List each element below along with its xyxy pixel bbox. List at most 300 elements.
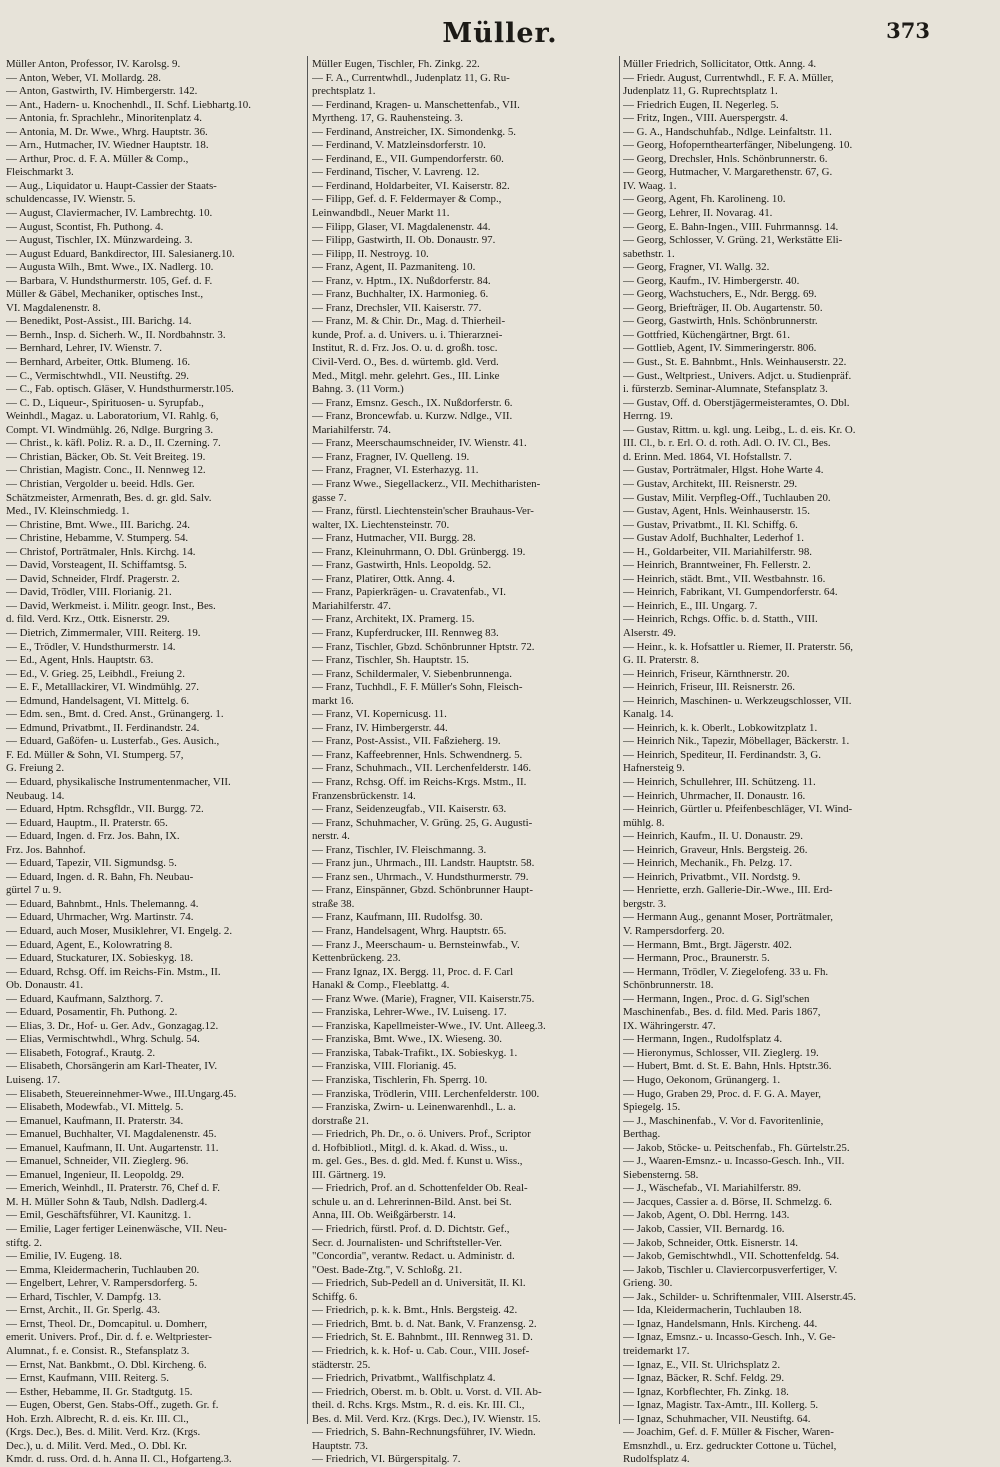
directory-entry-line: "Oest. Bade-Ztg.", V. Schloßg. 21. bbox=[312, 1263, 463, 1276]
directory-entry-line: IX. Währingerstr. 47. bbox=[623, 1019, 716, 1032]
directory-entry-line: — Friedrich, Bmt. b. d. Nat. Bank, V. Franzensg. 2. bbox=[312, 1317, 537, 1330]
directory-entry-line: — C., Fab. optisch. Gläser, V. Hundsthurmerstr.105. bbox=[6, 383, 234, 396]
directory-entry-line: — Christine, Hebamme, V. Stumperg. 54. bbox=[6, 532, 189, 545]
directory-entry-line: "Concordia", verantw. Redact. u. Administr. d. bbox=[312, 1250, 515, 1263]
directory-entry-line: — Friedrich, Prof. an d. Schottenfelder Ob. Real- bbox=[312, 1182, 528, 1195]
directory-entry-line: Dec.), u. d. Milit. Verd. Med., O. Dbl. Kr. bbox=[6, 1439, 187, 1452]
directory-entry-line: — J., Waaren-Emsnz.- u. Incasso-Gesch. Inh., VII. bbox=[623, 1155, 845, 1168]
directory-entry-line: — Engelbert, Lehrer, V. Rampersdorferg. 5. bbox=[6, 1277, 198, 1290]
directory-entry-line: Secr. d. Journalisten- und Schriftsteller-Ver. bbox=[312, 1236, 503, 1249]
directory-entry-line: — Ernst, Archit., II. Gr. Sperlg. 43. bbox=[6, 1304, 160, 1317]
directory-entry-line: — Eduard, Kaufmann, Salzthorg. 7. bbox=[6, 992, 164, 1005]
directory-entry-line: — Heinrich, E., III. Ungarg. 7. bbox=[623, 599, 758, 612]
directory-entry-line: Ob. Donaustr. 41. bbox=[6, 979, 84, 992]
directory-entry-line: — Ferdinand, Anstreicher, IX. Simondenkg. 5. bbox=[312, 125, 517, 138]
directory-entry-line: — Aug., Liquidator u. Haupt-Cassier der Staats- bbox=[6, 179, 217, 192]
directory-entry-line: — C. D., Liqueur-, Spirituosen- u. Syrupfab., bbox=[6, 396, 204, 409]
directory-entry-line: prechtsplatz 1. bbox=[312, 85, 376, 98]
directory-entry-line: — Heinrich, Mechanik., Fh. Pelzg. 17. bbox=[623, 857, 793, 870]
directory-entry-line: — Franz jun., Uhrmach., III. Landstr. Hauptstr. 58. bbox=[312, 857, 535, 870]
directory-entry-line: — Hieronymus, Schlosser, VII. Zieglerg. 19. bbox=[623, 1046, 819, 1059]
directory-entry-line: d. Hofbibliotl., Mitgl. d. k. Akad. d. Wiss., u. bbox=[312, 1141, 508, 1154]
directory-entry-line: — Friedr. August, Currentwhdl., F. F. A. Müller, bbox=[623, 71, 834, 84]
directory-entry-line: — Eduard, Ingen. d. Frz. Jos. Bahn, IX. bbox=[6, 830, 180, 843]
directory-entry-line: — Ignaz, Handelsmann, Hnls. Kircheng. 44. bbox=[623, 1317, 818, 1330]
column-divider bbox=[619, 56, 620, 1424]
directory-entry-line: — Jacques, Cassier a. d. Börse, II. Schmelzg. 6. bbox=[623, 1195, 832, 1208]
directory-entry-line: V. Rampersdorferg. 20. bbox=[623, 925, 725, 937]
directory-entry-line: — Emilie, Lager fertiger Leinenwäsche, VII. Neu- bbox=[6, 1223, 227, 1236]
directory-entry-line: — Friedrich, Ph. Dr., o. ö. Univers. Prof., Scriptor bbox=[312, 1128, 531, 1141]
directory-entry-line: Herrng. 19. bbox=[623, 410, 673, 423]
directory-entry-line: — Heinrich, k. k. Oberlt., Lobkowitzplatz 1. bbox=[623, 721, 818, 734]
directory-entry-line: — Augusta Wilh., Bmt. Wwe., IX. Nadlerg. 10. bbox=[6, 261, 214, 274]
directory-entry-line: — Franz, Agent, II. Pazmaniteng. 10. bbox=[312, 261, 476, 274]
directory-entry-line: — Ignaz, Schuhmacher, VII. Neustiftg. 64. bbox=[623, 1412, 811, 1425]
directory-entry-line: — Hermann, Ingen., Rudolfsplatz 4. bbox=[623, 1033, 783, 1046]
directory-column-1 bbox=[6, 58, 303, 1467]
directory-entry-line: — Bernhard, Arbeiter, Ottk. Blumeng. 16. bbox=[6, 356, 191, 369]
directory-entry-line: — Friedrich, Oberst. m. b. Oblt. u. Vorst. d. VII. Ab- bbox=[312, 1385, 542, 1398]
directory-entry-line: Hoh. Erzh. Albrecht, R. d. eis. Kr. III. Cl., bbox=[6, 1412, 189, 1425]
directory-entry-line: — Ignaz, Magistr. Tax-Amtr., III. Kollerg. 5. bbox=[623, 1399, 819, 1412]
directory-entry-line: walter, IX. Liechtensteinstr. 70. bbox=[312, 518, 450, 531]
directory-entry-line: — Eduard, Tapezir, VII. Sigmundsg. 5. bbox=[6, 857, 177, 870]
directory-entry-line: Schätzmeister, Armenrath, Bes. d. gr. gld. Salv. bbox=[6, 491, 212, 504]
directory-entry-line: — Emanuel, Kaufmann, II. Praterstr. 34. bbox=[6, 1114, 184, 1127]
directory-entry-line: Leinwandbdl., Neuer Markt 11. bbox=[312, 207, 450, 220]
directory-entry-line: — Hermann Aug., genannt Moser, Porträtmaler, bbox=[623, 911, 833, 924]
directory-entry-line: — Friedrich, VI. Bürgerspitalg. 7. bbox=[312, 1453, 461, 1466]
directory-entry-line: — Heinrich, Gürtler u. Pfeifenbeschläger, VI. Wind- bbox=[623, 803, 853, 816]
directory-entry-line: F. Ed. Müller & Sohn, VI. Stumperg. 57, bbox=[6, 748, 184, 761]
directory-entry-line: — Gust., St. E. Bahnbmt., Hnls. Weinhauserstr. 22. bbox=[623, 356, 847, 369]
directory-entry-line: — Franz, Papierkrägen- u. Cravatenfab., VI. bbox=[312, 586, 506, 599]
directory-entry-line: — Franziska, Tabak-Trafikt., IX. Sobieskyg. 1. bbox=[312, 1046, 518, 1059]
directory-entry-line: Mariahilferstr. 47. bbox=[312, 599, 391, 612]
directory-entry-line: emerit. Univers. Prof., Dir. d. f. e. Weltpriester- bbox=[6, 1331, 212, 1344]
directory-entry-line: — Franz, v. Hptm., IX. Nußdorferstr. 84. bbox=[312, 274, 491, 287]
directory-entry-line: — August, Scontist, Fh. Puthong. 4. bbox=[6, 220, 164, 233]
directory-entry-line: — Emanuel, Kaufmann, II. Unt. Augartenstr. 11. bbox=[6, 1141, 219, 1154]
directory-entry-line: Hafnersteig 9. bbox=[623, 762, 685, 775]
directory-entry-line: Frz. Jos. Bahnhof. bbox=[6, 843, 86, 856]
directory-entry-line: gürtel 7 u. 9. bbox=[6, 884, 62, 897]
directory-entry-line: — Emanuel, Buchhalter, VI. Magdalenenstr. 45. bbox=[6, 1128, 217, 1141]
directory-entry-line: — Anton, Gastwirth, IV. Himbergerstr. 142. bbox=[6, 85, 198, 98]
directory-entry-line: — Franz, Tuchhdl., F. F. Müller's Sohn, Fleisch- bbox=[312, 681, 523, 694]
directory-entry-line: Spiegelg. 15. bbox=[623, 1101, 681, 1114]
directory-entry-line: — Emanuel, Ingenieur, II. Leopoldg. 29. bbox=[6, 1168, 184, 1181]
directory-entry-line: Kmdr. d. russ. Ord. d. h. Anna II. Cl., Hofgarteng.3. bbox=[6, 1453, 232, 1466]
directory-entry-line: Kanalg. 14. bbox=[623, 708, 674, 721]
directory-entry-line: — Ignaz, Emsnz.- u. Incasso-Gesch. Inh., V. Ge- bbox=[623, 1331, 836, 1344]
directory-entry-line: — Georg, Drechsler, Hnls. Schönbrunnerstr. 6. bbox=[623, 152, 828, 165]
directory-entry-line: — Franz, Emsnz. Gesch., IX. Nußdorferstr. 6. bbox=[312, 396, 513, 409]
directory-entry-line: Schönbrunnerstr. 18. bbox=[623, 979, 714, 992]
directory-entry-line: — Elisabeth, Fotograf., Krautg. 2. bbox=[6, 1046, 156, 1059]
directory-entry-line: Müller Friedrich, Sollicitator, Ottk. Anng. 4. bbox=[623, 58, 817, 70]
directory-entry-line: — Jakob, Agent, O. Dbl. Herrng. 143. bbox=[623, 1209, 790, 1222]
directory-entry-line: — Gustav, Rittm. u. kgl. ung. Leibg., L. d. eis. Kr. O. bbox=[623, 423, 856, 436]
directory-entry-line: — Hermann, Trödler, V. Ziegelofeng. 33 u. Fh. bbox=[623, 965, 829, 978]
directory-entry-line: — Benedikt, Post-Assist., III. Barichg. 14. bbox=[6, 315, 192, 328]
directory-entry-line: — Franz J., Meerschaum- u. Bernsteinwfab., V. bbox=[312, 938, 520, 951]
directory-entry-line: — August, Claviermacher, IV. Lambrechtg. 10. bbox=[6, 207, 213, 220]
directory-entry-line: — Franziska, Zwirn- u. Leinenwarenhdl., L. a. bbox=[312, 1101, 516, 1114]
directory-entry-line: d. Erinn. Med. 1864, VI. Hofstallstr. 7. bbox=[623, 450, 792, 463]
directory-entry-line: — Georg, Agent, Fh. Karolineng. 10. bbox=[623, 193, 786, 206]
page-title: Müller. bbox=[442, 18, 558, 49]
directory-entry-line: — Eduard, Bahnbmt., Hnls. Thelemanng. 4. bbox=[6, 897, 199, 910]
directory-entry-line: — Eduard, Uhrmacher, Wrg. Martinstr. 74. bbox=[6, 911, 194, 924]
directory-entry-line: — Edmund, Privatbmt., II. Ferdinandstr. 24. bbox=[6, 721, 200, 734]
directory-entry-line: — Georg, Gastwirth, Hnls. Schönbrunnerstr. bbox=[623, 315, 818, 328]
directory-entry-line: — Georg, Hofopernthearterfänger, Nibelungeng. 10. bbox=[623, 139, 853, 152]
directory-entry-line: — Hugo, Graben 29, Proc. d. F. G. A. Mayer, bbox=[623, 1087, 822, 1100]
directory-entry-line: — Bernhard, Lehrer, IV. Wienstr. 7. bbox=[6, 342, 162, 355]
directory-entry-line: M. H. Müller Sohn & Taub, Ndlsh. Dadlerg.4. bbox=[6, 1195, 208, 1208]
directory-entry-line: III. Gärtnerg. 19. bbox=[312, 1168, 386, 1181]
directory-entry-line: — Heinrich, Maschinen- u. Werkzeugschlosser, VII. bbox=[623, 694, 852, 707]
directory-entry-line: — Elisabeth, Chorsängerin am Karl-Theater, IV. bbox=[6, 1060, 218, 1073]
directory-entry-line: — Heinrich, Friseur, Kärnthnerstr. 20. bbox=[623, 667, 790, 680]
directory-entry-line: — Christian, Magistr. Conc., II. Nennweg 12. bbox=[6, 464, 206, 477]
directory-entry-line: — Ignaz, Bäcker, R. Schf. Feldg. 29. bbox=[623, 1372, 785, 1385]
directory-entry-line: Med., Mitgl. mehr. gelehrt. Ges., III. Linke bbox=[312, 369, 500, 382]
directory-entry-line: — Franz, Fragner, IV. Quelleng. 19. bbox=[312, 450, 470, 463]
directory-entry-line: — Ed., V. Grieg. 25, Leibhdl., Freiung 2. bbox=[6, 667, 185, 680]
directory-entry-line: — Franz, Tischler, Sh. Hauptstr. 15. bbox=[312, 654, 469, 667]
directory-entry-line: — David, Werkmeist. i. Militr. geogr. Inst., Bes. bbox=[6, 599, 216, 612]
directory-entry-line: Hanakl & Comp., Fleeblattg. 4. bbox=[312, 979, 450, 992]
directory-entry-line: — C., Vermischtwhdl., VII. Neustiftg. 29. bbox=[6, 369, 189, 382]
directory-entry-line: — Franziska, Kapellmeister-Wwe., IV. Unt. Alleeg.3. bbox=[312, 1019, 546, 1032]
directory-entry-line: — Elisabeth, Modewfab., VI. Mittelg. 5. bbox=[6, 1101, 184, 1114]
directory-entry-line: — Georg, Fragner, VI. Wallg. 32. bbox=[623, 261, 770, 274]
directory-column-2 bbox=[312, 58, 617, 1467]
directory-entry-line: — Franz, Meerschaumschneider, IV. Wienstr. 41. bbox=[312, 437, 527, 450]
directory-entry-line: i. fürsterzb. Seminar-Alumnate, Stefansplatz 3. bbox=[623, 383, 828, 396]
directory-entry-line: — Anton, Weber, VI. Mollardg. 28. bbox=[6, 71, 161, 84]
directory-entry-line: — Franz, Architekt, IX. Pramerg. 15. bbox=[312, 613, 475, 626]
directory-entry-line: — Christian, Vergolder u. beeid. Hdls. Ger. bbox=[6, 477, 195, 490]
directory-entry-line: — Franz, M. & Chir. Dr., Mag. d. Thierheil- bbox=[312, 315, 506, 328]
directory-entry-line: — Friedrich, Privatbmt., Wallfischplatz 4. bbox=[312, 1372, 496, 1385]
directory-entry-line: — Franz, Tischler, IV. Fleischmanng. 3. bbox=[312, 843, 487, 856]
directory-entry-line: — Gottfried, Küchengärtner, Brgt. 61. bbox=[623, 328, 790, 341]
directory-entry-line: — Eduard, Stuckaturer, IX. Sobieskyg. 18. bbox=[6, 952, 194, 965]
directory-entry-line: Rudolfsplatz 4. bbox=[623, 1453, 690, 1466]
directory-entry-line: — Ferdinand, E., VII. Gumpendorferstr. 60. bbox=[312, 152, 504, 165]
directory-entry-line: dorstraße 21. bbox=[312, 1114, 369, 1127]
directory-entry-line: — F. A., Currentwhdl., Judenplatz 11, G. Ru- bbox=[312, 71, 510, 84]
directory-entry-line: Franzensbrückenstr. 14. bbox=[312, 789, 416, 802]
directory-entry-line: — Heinrich, Friseur, III. Reisnerstr. 26. bbox=[623, 681, 795, 694]
directory-entry-line: — J., Maschinenfab., V. Vor d. Favoritenlinie, bbox=[623, 1114, 824, 1127]
directory-entry-line: — Ignaz, Korbflechter, Fh. Zinkg. 18. bbox=[623, 1385, 789, 1398]
directory-entry-line: — Gustav, Privatbmt., II. Kl. Schiffg. 6. bbox=[623, 518, 798, 531]
directory-entry-line: kunde, Prof. a. d. Univers. u. i. Thierarznei- bbox=[312, 328, 503, 341]
directory-entry-line: Siebensterng. 58. bbox=[623, 1168, 699, 1181]
directory-entry-line: — Ida, Kleidermacherin, Tuchlauben 18. bbox=[623, 1304, 802, 1317]
directory-entry-line: straße 38. bbox=[312, 897, 355, 910]
directory-entry-line: Civil-Verd. O., Bes. d. würtemb. gld. Verd. bbox=[312, 356, 499, 369]
directory-entry-line: Fleischmarkt 3. bbox=[6, 166, 74, 179]
directory-entry-line: mühlg. 8. bbox=[623, 816, 665, 829]
directory-entry-line: — Christof, Porträtmaler, Hnls. Kirchg. 14. bbox=[6, 545, 196, 558]
directory-entry-line: Compt. VI. Windmühlg. 26, Ndlge. Burgring 3. bbox=[6, 423, 214, 436]
directory-entry-line: — Georg, Wachstuchers, E., Ndr. Bergg. 69. bbox=[623, 288, 817, 301]
directory-entry-line: Med., IV. Kleinschmiedg. 1. bbox=[6, 505, 130, 518]
directory-entry-line: — Arthur, Proc. d. F. A. Müller & Comp., bbox=[6, 152, 189, 165]
directory-entry-line: Weinhdl., Magaz. u. Laboratorium, VI. Rahlg. 6, bbox=[6, 410, 219, 423]
directory-entry-line: — Heinrich, Spediteur, II. Ferdinandstr. 3, G. bbox=[623, 748, 821, 761]
directory-entry-line: — Georg, Briefträger, II. Ob. Augartenstr. 50. bbox=[623, 301, 823, 314]
directory-entry-line: — H., Goldarbeiter, VII. Mariahilferstr. 98. bbox=[623, 545, 812, 558]
directory-entry-line: — Franz, Schuhmacher, V. Grüng. 25, G. Augusti- bbox=[312, 816, 533, 829]
directory-entry-line: — Franziska, Trödlerin, VIII. Lerchenfelderstr. 100. bbox=[312, 1087, 540, 1100]
directory-entry-line: — Hermann, Proc., Braunerstr. 5. bbox=[623, 952, 770, 965]
directory-entry-line: — Franz sen., Uhrmach., V. Hundsthurmerstr. 79. bbox=[312, 870, 529, 883]
directory-entry-line: — Ant., Hadern- u. Knochenhdl., II. Schf. Liebhartg.10. bbox=[6, 98, 251, 111]
directory-entry-line: — Franz, Handelsagent, Whrg. Hauptstr. 65. bbox=[312, 925, 507, 937]
directory-entry-line: — Franz, fürstl. Liechtenstein'scher Brauhaus-Ver- bbox=[312, 505, 534, 518]
directory-entry-line: — Eduard, physikalische Instrumentenmacher, VII. bbox=[6, 775, 231, 788]
directory-entry-line: — Gottlieb, Agent, IV. Simmeringerstr. 806. bbox=[623, 342, 817, 355]
directory-entry-line: — Georg, Lehrer, II. Novarag. 41. bbox=[623, 207, 773, 220]
directory-entry-line: — Franz, Schildermaler, V. Siebenbrunnenga. bbox=[312, 667, 512, 680]
directory-entry-line: — Franz, Rchsg. Off. im Reichs-Krgs. Mstm., II. bbox=[312, 775, 527, 788]
directory-entry-line: — Franz Wwe. (Marie), Fragner, VII. Kaiserstr.75. bbox=[312, 992, 535, 1005]
directory-entry-line: d. fild. Verd. Krz., Ottk. Eisnerstr. 29. bbox=[6, 613, 170, 626]
directory-entry-line: — Ed., Agent, Hnls. Hauptstr. 63. bbox=[6, 654, 154, 667]
directory-entry-line: — Georg, Schlosser, V. Grüng. 21, Werkstätte Eli- bbox=[623, 234, 843, 247]
directory-entry-line: — Filipp, Glaser, VI. Magdalenenstr. 44. bbox=[312, 220, 491, 233]
directory-entry-line: — Friedrich, fürstl. Prof. d. D. Dichtstr. Gef., bbox=[312, 1223, 510, 1236]
directory-entry-line: — Joachim, Gef. d. F. Müller & Fischer, Waren- bbox=[623, 1426, 834, 1439]
directory-entry-line: — August, Tischler, IX. Münzwardeing. 3. bbox=[6, 234, 193, 247]
directory-entry-line: Hauptstr. 73. bbox=[312, 1439, 368, 1452]
directory-entry-line: — Eduard, Ingen. d. R. Bahn, Fh. Neubau- bbox=[6, 870, 194, 883]
directory-entry-line: — Heinrich Nik., Tapezir, Möbellager, Bäckerstr. 1. bbox=[623, 735, 850, 748]
directory-entry-line: Müller Eugen, Tischler, Fh. Zinkg. 22. bbox=[312, 58, 480, 70]
directory-entry-line: — Hubert, Bmt. d. St. E. Bahn, Hnls. Hptstr.36. bbox=[623, 1060, 832, 1073]
directory-entry-line: — Franziska, VIII. Florianig. 45. bbox=[312, 1060, 457, 1073]
directory-entry-line: G. Freiung 2. bbox=[6, 762, 65, 775]
directory-entry-line: — David, Schneider, Flrdf. Pragerstr. 2. bbox=[6, 572, 180, 585]
directory-entry-line: Neubaug. 14. bbox=[6, 789, 65, 802]
directory-entry-line: — Jakob, Tischler u. Claviercorpusverfertiger, V. bbox=[623, 1263, 838, 1276]
directory-entry-line: — Erhard, Tischler, V. Dampfg. 13. bbox=[6, 1290, 162, 1303]
directory-entry-line: — Eduard, Rchsg. Off. im Reichs-Fin. Mstm., II. bbox=[6, 965, 221, 978]
directory-entry-line: — Filipp, Gastwirth, II. Ob. Donaustr. 97. bbox=[312, 234, 496, 247]
directory-entry-line: Institut, R. d. Frz. Jos. O. u. d. großh. tosc. bbox=[312, 342, 498, 355]
directory-entry-line: — Franz, VI. Kopernicusg. 11. bbox=[312, 708, 447, 721]
directory-entry-line: markt 16. bbox=[312, 694, 354, 707]
directory-entry-line: — Franz Ignaz, IX. Bergg. 11, Proc. d. F. Carl bbox=[312, 965, 514, 978]
directory-entry-line: — G. A., Handschuhfab., Ndlge. Leinfaltstr. 11. bbox=[623, 125, 832, 138]
directory-entry-line: — Ignaz, E., VII. St. Ulrichsplatz 2. bbox=[623, 1358, 781, 1371]
directory-entry-line: — Emilie, IV. Eugeng. 18. bbox=[6, 1250, 122, 1263]
directory-entry-line: — Henriette, erzh. Gallerie-Dir.-Wwe., III. Erd- bbox=[623, 884, 833, 897]
directory-entry-line: — Heinrich, städt. Bmt., VII. Westbahnstr. 16. bbox=[623, 572, 826, 585]
directory-entry-line: — E., Trödler, V. Hundsthurmerstr. 14. bbox=[6, 640, 176, 653]
directory-entry-line: — Franziska, Bmt. Wwe., IX. Wieseng. 30. bbox=[312, 1033, 503, 1046]
directory-entry-line: — Franz, Post-Assist., VII. Faßzieherg. 19. bbox=[312, 735, 501, 748]
directory-entry-line: Berthag. bbox=[623, 1128, 661, 1141]
directory-entry-line: Schiffg. 6. bbox=[312, 1290, 358, 1303]
directory-entry-line: — Emanuel, Schneider, VII. Zieglerg. 96. bbox=[6, 1155, 189, 1168]
directory-entry-line: — Bernh., Insp. d. Sicherh. W., II. Nordbahnstr. 3. bbox=[6, 328, 226, 341]
directory-entry-line: — Eduard, auch Moser, Musiklehrer, VI. Engelg. 2. bbox=[6, 925, 233, 937]
directory-entry-line: theil. d. Rchs. Krgs. Mstm., R. d. eis. Kr. III. Cl., bbox=[312, 1399, 525, 1412]
directory-entry-line: Luiseng. 17. bbox=[6, 1074, 61, 1087]
directory-entry-line: — Gustav, Agent, Hnls. Weinhauserstr. 15. bbox=[623, 505, 810, 518]
directory-entry-line: — Gustav, Porträtmaler, Hlgst. Hohe Warte 4. bbox=[623, 464, 824, 477]
directory-entry-line: — Eduard, Hptm. Rchsgfldr., VII. Burgg. 72. bbox=[6, 803, 204, 816]
directory-entry-line: — Gustav, Off. d. Oberstjägermeisteramtes, O. Dbl. bbox=[623, 396, 850, 409]
directory-entry-line: (Krgs. Dec.), Bes. d. Milit. Verd. Krz. (Krgs. bbox=[6, 1426, 201, 1439]
directory-entry-line: — Franz, Schuhmach., VII. Lerchenfelderstr. 146. bbox=[312, 762, 532, 775]
directory-entry-line: — Franz, Tischler, Gbzd. Schönbrunner Hptstr. 72. bbox=[312, 640, 535, 653]
directory-entry-line: — Franz, Seidenzeugfab., VII. Kaiserstr. 63. bbox=[312, 803, 507, 816]
directory-entry-line: gasse 7. bbox=[312, 491, 347, 504]
directory-entry-line: treidemarkt 17. bbox=[623, 1344, 690, 1357]
directory-entry-line: Myrtheng. 17, G. Rauhensteing. 3. bbox=[312, 112, 463, 125]
directory-entry-line: — Heinrich, Fabrikant, VI. Gumpendorferstr. 64. bbox=[623, 586, 838, 599]
directory-entry-line: Maschinenfab., Bes. d. fild. Med. Paris 1867, bbox=[623, 1006, 821, 1019]
directory-entry-line: — Jakob, Schneider, Ottk. Eisnerstr. 14. bbox=[623, 1236, 798, 1249]
directory-entry-line: — Dietrich, Zimmermaler, VIII. Reiterg. 19. bbox=[6, 626, 201, 639]
directory-entry-line: m. gel. Ges., Bes. d. gld. Med. f. Kunst u. Wiss., bbox=[312, 1155, 523, 1168]
directory-entry-line: — Ferdinand, Tischer, V. Lavreng. 12. bbox=[312, 166, 480, 179]
directory-entry-line: — Friedrich Eugen, II. Negerleg. 5. bbox=[623, 98, 779, 111]
directory-entry-line: — Franz, Buchhalter, IX. Harmonieg. 6. bbox=[312, 288, 489, 301]
directory-entry-line: — Eduard, Gaßöfen- u. Lusterfab., Ges. Ausich., bbox=[6, 735, 220, 748]
directory-entry-line: Bahng. 3. (11 Vorm.) bbox=[312, 383, 404, 396]
directory-entry-line: Müller & Gäbel, Mechaniker, optisches Inst., bbox=[6, 288, 204, 301]
directory-entry-line: — Emil, Geschäftsführer, VI. Kaunitzg. 1. bbox=[6, 1209, 192, 1222]
directory-entry-line: — Heinrich, Uhrmacher, II. Donaustr. 16. bbox=[623, 789, 806, 802]
directory-entry-line: — Fritz, Ingen., VIII. Auerspergstr. 4. bbox=[623, 112, 789, 125]
directory-entry-line: — Friedrich, p. k. k. Bmt., Hnls. Bergsteig. 42. bbox=[312, 1304, 518, 1317]
directory-entry-line: — Jakob, Stöcke- u. Peitschenfab., Fh. Gürtelstr.25. bbox=[623, 1141, 850, 1154]
directory-entry-line: — Gustav, Milit. Verpfleg-Off., Tuchlauben 20. bbox=[623, 491, 831, 504]
directory-entry-line: — Ernst, Nat. Bankbmt., O. Dbl. Kircheng. 6. bbox=[6, 1358, 207, 1371]
directory-entry-line: — Friedrich, S. Bahn-Rechnungsführer, IV. Wiedn. bbox=[312, 1426, 536, 1439]
column-divider bbox=[307, 56, 308, 1424]
directory-entry-line: — Christ., k. käfl. Poliz. R. a. D., II. Czerning. 7. bbox=[6, 437, 221, 450]
directory-entry-line: — Franz, Platirer, Ottk. Anng. 4. bbox=[312, 572, 455, 585]
directory-entry-line: — Jakob, Cassier, VII. Bernardg. 16. bbox=[623, 1223, 785, 1236]
directory-entry-line: G. II. Praterstr. 8. bbox=[623, 654, 699, 667]
directory-entry-line: — Franz, Kaufmann, III. Rudolfsg. 30. bbox=[312, 911, 483, 924]
directory-entry-line: — Friedrich, Sub-Pedell an d. Universität, II. Kl. bbox=[312, 1277, 526, 1290]
directory-entry-line: Kettenbrückeng. 23. bbox=[312, 952, 401, 965]
directory-entry-line: — Friedrich, St. E. Bahnbmt., III. Rennweg 31. D. bbox=[312, 1331, 533, 1344]
directory-entry-line: — Eduard, Agent, E., Kolowratring 8. bbox=[6, 938, 173, 951]
directory-entry-line: — Heinrich, Rchgs. Offic. b. d. Statth., VIII. bbox=[623, 613, 818, 626]
directory-entry-line: VI. Magdalenenstr. 8. bbox=[6, 301, 101, 314]
directory-entry-line: Emsnzhdl., u. Erz. gedruckter Cottone u. Tüchel, bbox=[623, 1439, 837, 1452]
directory-entry-line: — Heinrich, Kaufm., II. U. Donaustr. 29. bbox=[623, 830, 803, 843]
directory-entry-line: — Georg, Hutmacher, V. Margarethenstr. 67, G. bbox=[623, 166, 833, 179]
directory-entry-line: — Antonia, M. Dr. Wwe., Whrg. Hauptstr. 36. bbox=[6, 125, 208, 138]
directory-entry-line: — Heinrich, Graveur, Hnls. Bergsteig. 26. bbox=[623, 843, 808, 856]
directory-entry-line: — Heinrich, Schullehrer, III. Schützeng. 11. bbox=[623, 775, 816, 788]
directory-entry-line: — Filipp, Gef. d. F. Feldermayer & Comp., bbox=[312, 193, 502, 206]
directory-entry-line: — Antonia, fr. Sprachlehr., Minoritenplatz 4. bbox=[6, 112, 202, 125]
directory-entry-line: bergstr. 3. bbox=[623, 897, 667, 910]
directory-entry-line: — David, Trödler, VIII. Florianig. 21. bbox=[6, 586, 172, 599]
directory-entry-line: — Friedrich, k. k. Hof- u. Cab. Cour., VIII. Josef- bbox=[312, 1344, 530, 1357]
directory-entry-line: — Gust., Weltpriest., Univers. Adjct. u. Studienpräf. bbox=[623, 369, 852, 382]
directory-entry-line: Alumnat., f. e. Consist. R., Stefansplatz 3. bbox=[6, 1344, 190, 1357]
directory-entry-line: — Heinrich, Privatbmt., VII. Nordstg. 9. bbox=[623, 870, 801, 883]
directory-entry-line: — Ernst, Kaufmann, VIII. Reiterg. 5. bbox=[6, 1372, 169, 1385]
directory-entry-line: — Barbara, V. Hundsthurmerstr. 105, Gef. d. F. bbox=[6, 274, 213, 287]
directory-entry-line: — Elisabeth, Steuereinnehmer-Wwe., III.Ungarg.45. bbox=[6, 1087, 237, 1100]
directory-entry-line: — Franz, Einspänner, Gbzd. Schönbrunner Haupt- bbox=[312, 884, 533, 897]
directory-entry-line: stiftg. 2. bbox=[6, 1236, 43, 1249]
directory-entry-line: — Elias, Vermischtwhdl., Whrg. Schulg. 54. bbox=[6, 1033, 200, 1046]
directory-entry-line: — David, Vorsteagent, II. Schiffamtsg. 5. bbox=[6, 559, 187, 572]
directory-entry-line: — Edm. sen., Bmt. d. Cred. Anst., Grünangerg. 1. bbox=[6, 708, 224, 721]
directory-entry-line: — August Eduard, Bankdirector, III. Salesianerg.10. bbox=[6, 247, 235, 260]
directory-entry-line: Judenplatz 11, G. Ruprechtsplatz 1. bbox=[623, 85, 778, 98]
directory-entry-line: — Filipp, II. Nestroyg. 10. bbox=[312, 247, 429, 260]
directory-entry-line: — Gustav Adolf, Buchhalter, Lederhof 1. bbox=[623, 532, 805, 545]
directory-entry-line: — Arn., Hutmacher, IV. Wiedner Hauptstr. 18. bbox=[6, 139, 209, 152]
directory-entry-line: — Georg, E. Bahn-Ingen., VIII. Fuhrmannsg. 14. bbox=[623, 220, 839, 233]
directory-entry-line: Grieng. 30. bbox=[623, 1277, 673, 1290]
directory-entry-line: Müller Anton, Professor, IV. Karolsg. 9. bbox=[6, 58, 181, 70]
directory-entry-line: Mariahilferstr. 74. bbox=[312, 423, 391, 436]
directory-entry-line: — Franziska, Tischlerin, Fh. Sperrg. 10. bbox=[312, 1074, 488, 1087]
directory-entry-line: — Edmund, Handelsagent, VI. Mittelg. 6. bbox=[6, 694, 190, 707]
directory-entry-line: — Franz, Fragner, VI. Esterhazyg. 11. bbox=[312, 464, 479, 477]
directory-entry-line: — Franz, Drechsler, VII. Kaiserstr. 77. bbox=[312, 301, 482, 314]
directory-entry-line: — Franziska, Lehrer-Wwe., IV. Luiseng. 17. bbox=[312, 1006, 507, 1019]
directory-entry-line: — Jak., Schilder- u. Schriftenmaler, VIII. Alserstr.45. bbox=[623, 1290, 856, 1303]
directory-entry-line: — Franz, Kleinuhrmann, O. Dbl. Grünbergg. 19. bbox=[312, 545, 526, 558]
directory-entry-line: Anna, III. Ob. Weißgärberstr. 14. bbox=[312, 1209, 456, 1222]
directory-entry-line: — Hermann, Bmt., Brgt. Jägerstr. 402. bbox=[623, 938, 792, 951]
directory-entry-line: — Hugo, Oekonom, Grünangerg. 1. bbox=[623, 1074, 781, 1087]
directory-entry-line: — J., Wäschefab., VI. Mariahilferstr. 89. bbox=[623, 1182, 802, 1195]
directory-entry-line: — Christine, Bmt. Wwe., III. Barichg. 24. bbox=[6, 518, 191, 531]
directory-entry-line: — Eduard, Hauptm., II. Praterstr. 65. bbox=[6, 816, 168, 829]
directory-entry-line: III. Cl., b. r. Erl. O. d. roth. Adl. O. IV. Cl., Bes. bbox=[623, 437, 831, 450]
directory-entry-line: — Heinr., k. k. Hofsattler u. Riemer, II. Praterstr. 56, bbox=[623, 640, 854, 653]
directory-entry-line: — Elias, 3. Dr., Hof- u. Ger. Adv., Gonzagag.12. bbox=[6, 1019, 219, 1032]
directory-entry-line: sabethstr. 1. bbox=[623, 247, 675, 260]
directory-entry-line: — Georg, Kaufm., IV. Himbergerstr. 40. bbox=[623, 274, 800, 287]
directory-entry-line: nerstr. 4. bbox=[312, 830, 350, 843]
directory-entry-line: — Christian, Bäcker, Ob. St. Veit Breiteg. 19. bbox=[6, 450, 206, 463]
directory-column-3 bbox=[623, 58, 941, 1467]
directory-entry-line: — Franz, Broncewfab. u. Kurzw. Ndlge., VII. bbox=[312, 410, 513, 423]
directory-entry-line: — Franz, Kupferdrucker, III. Rennweg 83. bbox=[312, 626, 499, 639]
directory-entry-line: — Ferdinand, Kragen- u. Manschettenfab., VII. bbox=[312, 98, 520, 111]
directory-entry-line: — Franz, IV. Himbergerstr. 44. bbox=[312, 721, 448, 734]
directory-entry-line: — Ernst, Theol. Dr., Domcapitul. u. Domherr, bbox=[6, 1317, 208, 1330]
directory-entry-line: — Jakob, Gemischtwhdl., VII. Schottenfeldg. 54. bbox=[623, 1250, 840, 1263]
page-number: 373 bbox=[886, 18, 930, 43]
directory-entry-line: — Eduard, Posamentir, Fh. Puthong. 2. bbox=[6, 1006, 178, 1019]
directory-entry-line: — Franz, Kaffeebrenner, Hnls. Schwendnerg. 5. bbox=[312, 748, 523, 761]
